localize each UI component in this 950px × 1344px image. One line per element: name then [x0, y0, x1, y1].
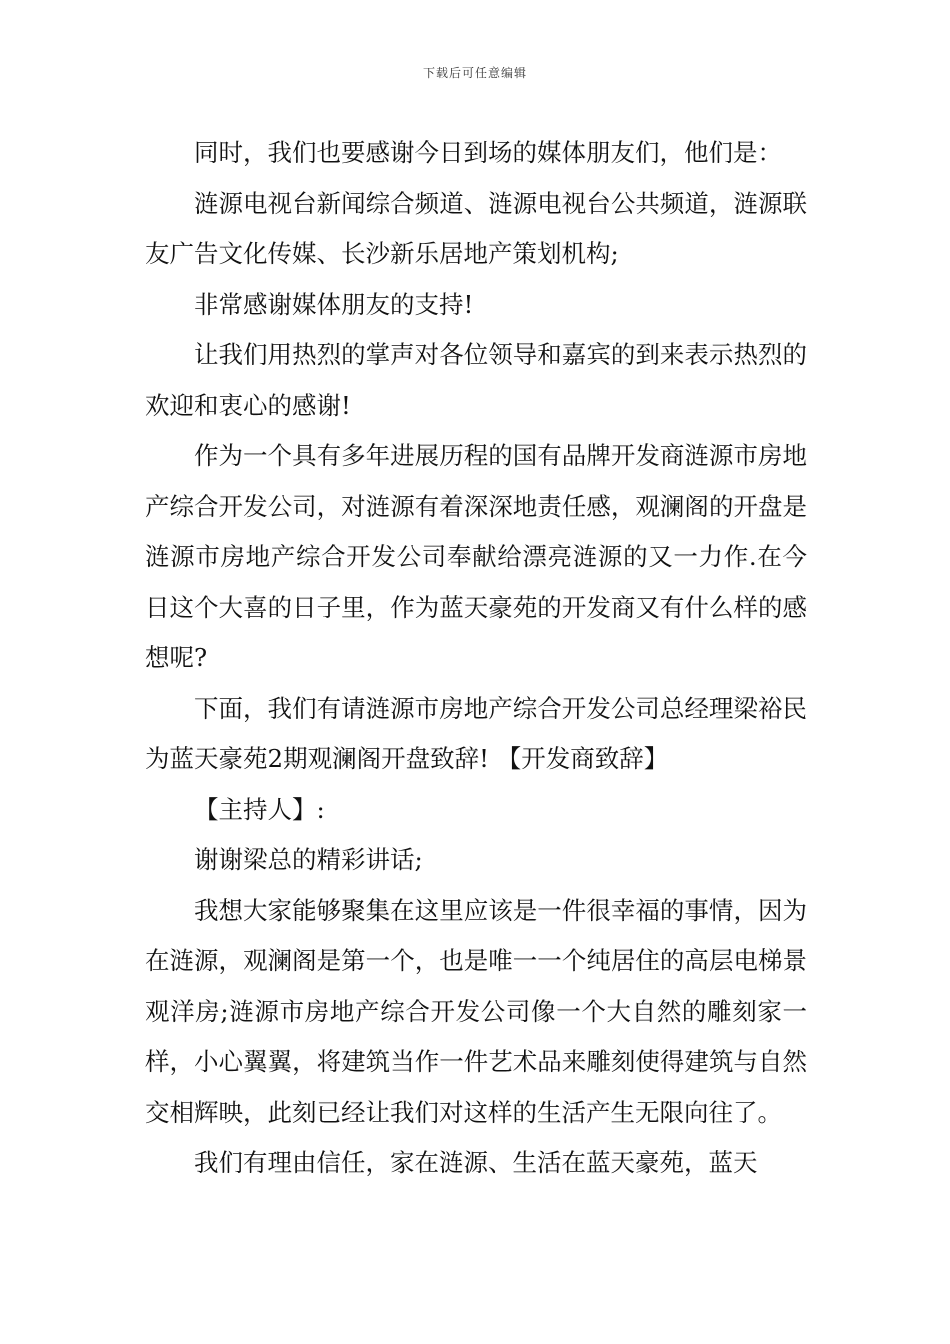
paragraph: 谢谢梁总的精彩讲话; [194, 845, 423, 874]
paragraph: 涟源电视台新闻综合频道、涟源电视台公共频道，涟源联友广告文化传媒、长沙新乐居地产策划机构; [145, 188, 807, 268]
paragraph: 同时，我们也要感谢今日到场的媒体朋友们，他们是： [194, 138, 782, 167]
paragraph: 让我们用热烈的掌声对各位领导和嘉宾的到来表示热烈的欢迎和衷心的感谢! [145, 340, 807, 420]
page-header: 下载后可任意编辑 [422, 66, 527, 80]
paragraph: 我想大家能够聚集在这里应该是一件很幸福的事情，因为在涟源，观澜阁是第一个，也是唯一一个纯居住的高层电梯景观洋房;涟源市房地产综合开发公司像一个大自然的雕刻家一样，小心翼翼，将建筑当作一件艺术品来雕刻使得建筑与自然交相辉映，此刻已经让我们对这样的生活产生无限向往了。 [145, 895, 807, 1127]
paragraph: 【主持人】: [194, 794, 325, 824]
paragraph: 我们有理由信任，家在涟源、生活在蓝天豪苑，蓝天 [194, 1148, 758, 1177]
document-body [145, 128, 807, 1189]
paragraph: 非常感谢媒体朋友的支持! [194, 289, 474, 319]
paragraph: 下面，我们有请涟源市房地产综合开发公司总经理梁裕民为蓝天豪苑2期观澜阁开盘致辞! 【开发商致辞】 [145, 693, 807, 773]
paragraph: 作为一个具有多年进展历程的国有品牌开发商涟源市房地产综合开发公司，对涟源有着深深地责任感，观澜阁的开盘是涟源市房地产综合开发公司奉献给漂亮涟源的又一力作.在今日这个大喜的日子里，作为蓝天豪苑的开发商又有什么样的感想呢? [145, 441, 807, 672]
